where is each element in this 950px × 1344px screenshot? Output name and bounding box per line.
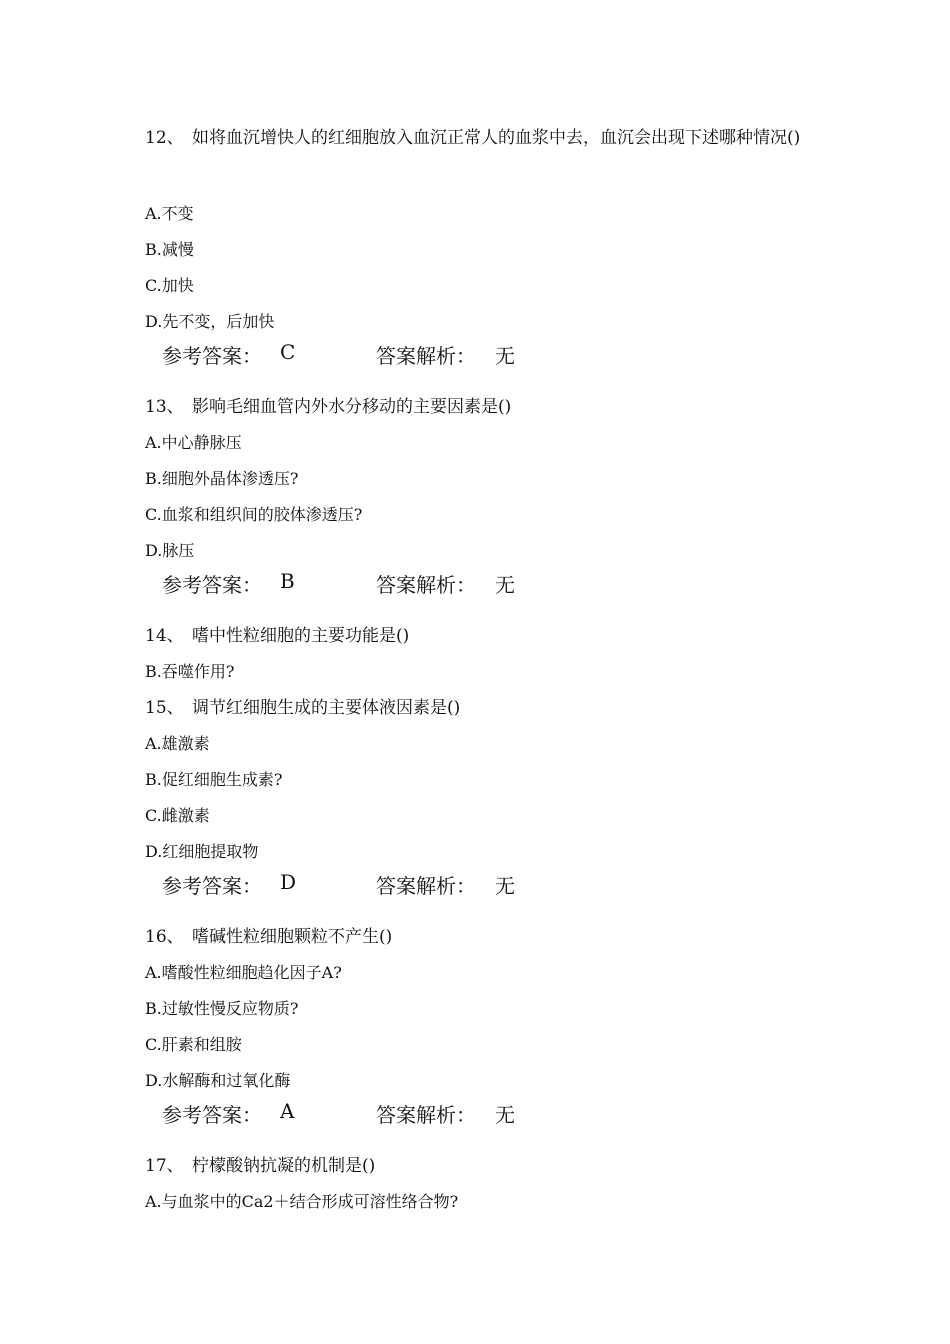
option-16-c: C.肝素和组胺 xyxy=(145,1035,242,1054)
option-12-a: A.不变 xyxy=(145,204,194,223)
explanation-label: 答案解析： xyxy=(376,874,476,898)
question-13 xyxy=(145,392,511,417)
option-15-d: D.红细胞提取物 xyxy=(145,842,259,861)
option-12-b: B.减慢 xyxy=(145,240,194,259)
question-17 xyxy=(145,1151,375,1176)
question-number: 12、 xyxy=(145,128,184,148)
option-13-d: D.脉压 xyxy=(145,541,195,560)
explanation-value: 无 xyxy=(495,874,515,898)
question-text: 调节红细胞生成的主要体液因素是() xyxy=(192,698,461,718)
explanation-value: 无 xyxy=(495,1103,515,1127)
question-text: 柠檬酸钠抗凝的机制是() xyxy=(192,1156,376,1176)
question-16 xyxy=(145,922,392,947)
option-13-c: C.血浆和组织间的胶体渗透压? xyxy=(145,505,363,524)
question-number: 17、 xyxy=(145,1156,184,1176)
explanation-label: 答案解析： xyxy=(376,344,476,368)
answer-value: A xyxy=(280,1099,295,1123)
option-14-b: B.吞噬作用? xyxy=(145,662,235,681)
explanation-label: 答案解析： xyxy=(376,1103,476,1127)
question-text: 影响毛细血管内外水分移动的主要因素是() xyxy=(192,397,512,417)
question-text: 嗜碱性粒细胞颗粒不产生() xyxy=(192,927,393,947)
option-12-d: D.先不变，后加快 xyxy=(145,312,275,331)
question-15 xyxy=(145,693,460,718)
explanation-label: 答案解析： xyxy=(376,573,476,597)
question-text: 如将血沉增快人的红细胞放入血沉正常人的血浆中去，血沉会出现下述哪种情况() xyxy=(192,128,801,148)
option-16-a: A.嗜酸性粒细胞趋化因子A? xyxy=(145,963,342,982)
answer-label: 参考答案： xyxy=(162,874,262,898)
question-number: 16、 xyxy=(145,927,184,947)
question-12 xyxy=(145,120,825,156)
option-16-d: D.水解酶和过氧化酶 xyxy=(145,1071,291,1090)
question-14 xyxy=(145,621,409,646)
answer-value: D xyxy=(280,870,297,894)
option-12-c: C.加快 xyxy=(145,276,194,295)
option-13-b: B.细胞外晶体渗透压? xyxy=(145,469,299,488)
explanation-value: 无 xyxy=(495,344,515,368)
answer-label: 参考答案： xyxy=(162,1103,262,1127)
option-17-a: A.与血浆中的Ca2＋结合形成可溶性络合物? xyxy=(145,1192,459,1211)
option-15-c: C.雌激素 xyxy=(145,806,210,825)
explanation-value: 无 xyxy=(495,573,515,597)
option-13-a: A.中心静脉压 xyxy=(145,433,242,452)
question-number: 14、 xyxy=(145,626,184,646)
option-15-b: B.促红细胞生成素? xyxy=(145,770,283,789)
question-number: 13、 xyxy=(145,397,184,417)
answer-label: 参考答案： xyxy=(162,344,262,368)
option-16-b: B.过敏性慢反应物质? xyxy=(145,999,299,1018)
answer-value: B xyxy=(280,569,295,593)
option-15-a: A.雄激素 xyxy=(145,734,210,753)
answer-label: 参考答案： xyxy=(162,573,262,597)
question-number: 15、 xyxy=(145,698,184,718)
answer-value: C xyxy=(280,340,296,364)
question-text: 嗜中性粒细胞的主要功能是() xyxy=(192,626,410,646)
